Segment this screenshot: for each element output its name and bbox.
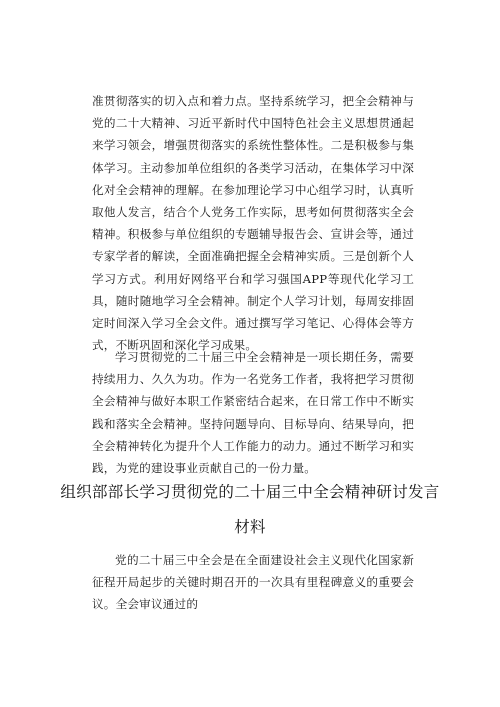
article-title-line-1: 组织部部长学习贯彻党的二十届三中全会精神研讨发言 [60,483,440,501]
article-title-line-2: 材料 [234,518,266,536]
body-paragraph-conclusion: 学习贯彻党的二十届三中全会精神是一项长期任务，需要持续用力、久久为功。作为一名党务工作者，我将把学习贯彻全会精神与做好本职工作紧密结合起来，在日常工作中不断实践和落实全会精神。坚持问题导向、目标导向、结果导向，把全会精神转化为提升个人工作能力的动力。通过不断学习和实践，为党的建设事业贡献自己的一份力量。 [92,350,414,476]
body-paragraph-continued: 准贯彻落实的切入点和着力点。坚持系统学习，把全会精神与党的二十大精神、习近平新时代中国特色社会主义思想贯通起来学习领会，增强贯彻落实的系统性整体性。二是积极参与集体学习。主动参加单位组织的各类学习活动，在集体学习中深化对全会精神的理解。在参加理论学习中心组学习时，认真听取他人发言，结合个人党务工作实际，思考如何贯彻落实全会精神。积极参与单位组织的专题辅导报告会、宣讲会等，通过专家学者的解读，全面准确把握全会精神实质。三是创新个人学习方式。利用好网络平台和学习强国APP等现代化学习工具，随时随地学习全会精神。制定个人学习计划，每周安排固定时间深入学习全会文件。通过撰写学习笔记、心得体会等方式，不断巩固和深化学习成果。 [92,94,414,353]
body-paragraph-intro: 党的二十届三中全会是在全面建设社会主义现代化国家新征程开局起步的关键时期召开的一次具有里程碑意义的重要会议。全会审议通过的 [92,553,414,612]
